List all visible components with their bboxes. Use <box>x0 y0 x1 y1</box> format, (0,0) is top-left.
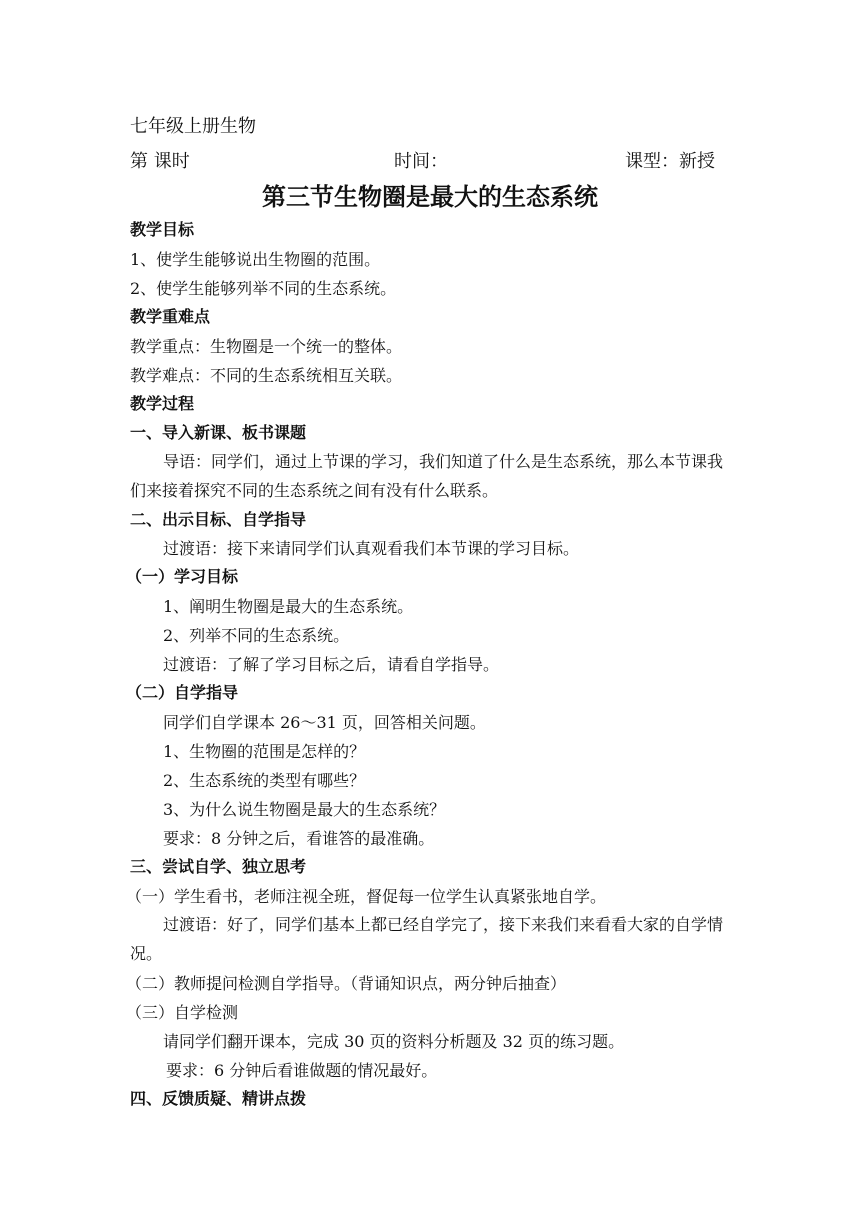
objective-item: 1、使学生能够说出生物圈的范围。 <box>130 250 381 269</box>
objectives-heading: 教学目标 <box>130 220 195 239</box>
lesson-time: 时间： <box>394 151 448 172</box>
section1-paragraph: 导语：同学们，通过上节课的学习，我们知道了什么是生态系统，那么本节课我们来接着探究不同的生态系统之间有没有什么联系。 <box>130 452 724 500</box>
document-title: 第三节生物圈是最大的生态系统 <box>262 183 598 211</box>
section3-part2: （二）教师提问检测自学指导。（背诵知识点，两分钟后抽查） <box>126 974 567 993</box>
lesson-number: 第 课时 <box>130 151 190 172</box>
objective-item: 2、使学生能够列举不同的生态系统。 <box>130 279 397 298</box>
goal-item: 2、列举不同的生态系统。 <box>163 626 350 645</box>
section3-transition: 过渡语：好了，同学们基本上都已经自学完了，接下来我们来看看大家的自学情况。 <box>130 915 724 963</box>
section3-task: 请同学们翻开课本，完成 30 页的资料分析题及 32 页的练习题。 <box>163 1032 625 1051</box>
process-heading: 教学过程 <box>130 394 195 413</box>
section3-heading: 三、尝试自学、独立思考 <box>130 857 307 876</box>
key-point-focus: 教学重点：生物圈是一个统一的整体。 <box>130 337 403 356</box>
section2-heading: 二、出示目标、自学指导 <box>130 510 307 529</box>
section1-heading: 一、导入新课、板书课题 <box>130 423 307 442</box>
subsection-heading: （一）学习目标 <box>126 567 239 586</box>
section3-part1: （一）学生看书，老师注视全班，督促每一位学生认真紧张地自学。 <box>126 887 607 906</box>
goal-item: 1、阐明生物圈是最大的生态系统。 <box>163 597 414 616</box>
section3-part3: （三）自学检测 <box>126 1003 239 1022</box>
section2-transition: 过渡语：接下来请同学们认真观看我们本节课的学习目标。 <box>163 539 580 558</box>
grade-subject: 七年级上册生物 <box>130 116 256 137</box>
guide-question: 3、为什么说生物圈是最大的生态系统？ <box>163 800 446 819</box>
key-point-difficulty: 教学难点：不同的生态系统相互关联。 <box>130 366 403 385</box>
lesson-type: 课型：新授 <box>625 151 715 172</box>
guide-question: 1、生物圈的范围是怎样的？ <box>163 742 366 761</box>
guide-requirement: 要求：8 分钟之后，看谁答的最准确。 <box>163 829 435 848</box>
guide-question: 2、生态系统的类型有哪些？ <box>163 771 366 790</box>
guide-intro: 同学们自学课本 26～31 页，回答相关问题。 <box>163 713 486 732</box>
subsection-heading: （二）自学指导 <box>126 683 239 702</box>
section4-heading: 四、反馈质疑、精讲点拨 <box>130 1089 307 1108</box>
key-points-heading: 教学重难点 <box>130 307 211 326</box>
subsection-transition: 过渡语：了解了学习目标之后，请看自学指导。 <box>163 655 500 674</box>
section3-requirement: 要求：6 分钟后看谁做题的情况最好。 <box>166 1061 438 1080</box>
